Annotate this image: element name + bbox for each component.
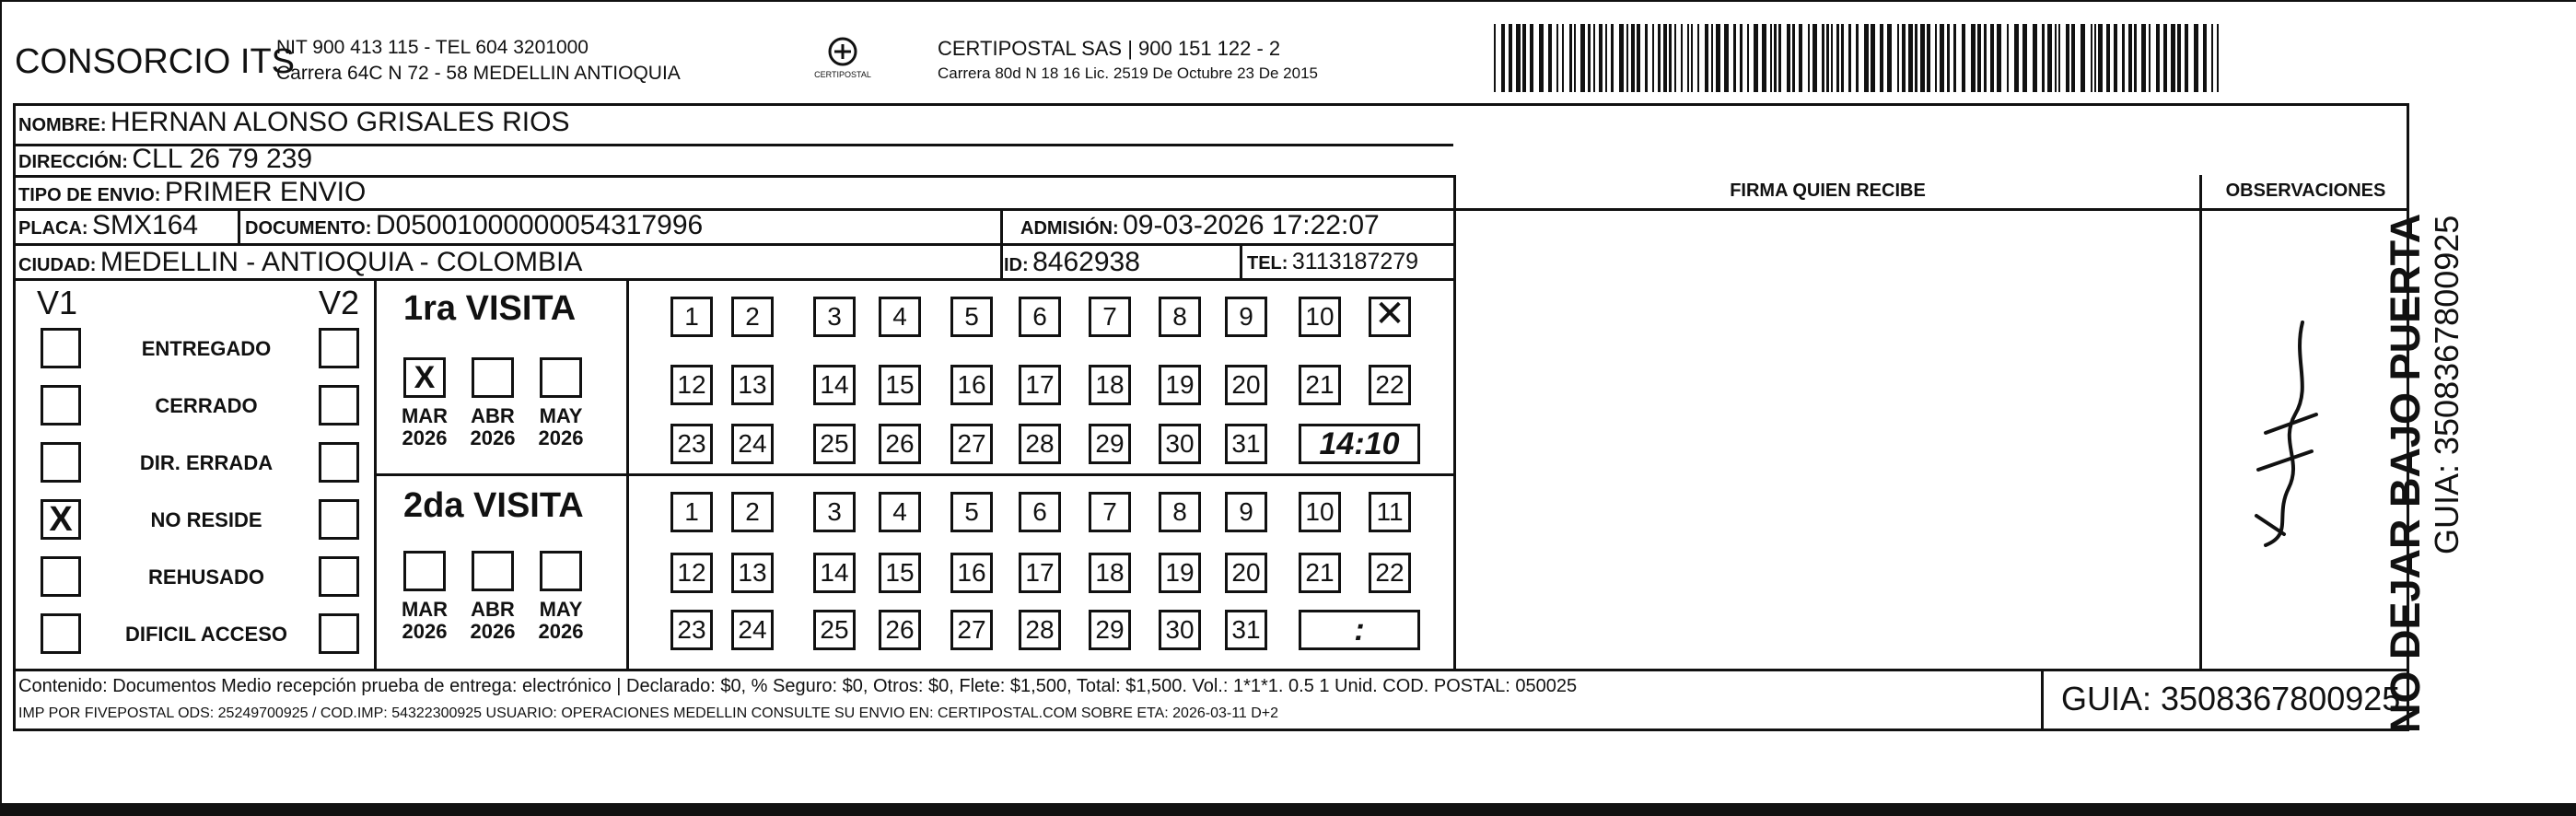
status-label: CERRADO [155, 394, 258, 417]
month-checkbox[interactable] [403, 551, 446, 591]
barcode-bar [1674, 24, 1676, 92]
v1-checkbox[interactable]: X [41, 499, 81, 540]
v1-checkbox[interactable] [41, 613, 81, 654]
admision-value: 09-03-2026 17:22:07 [1123, 210, 1380, 240]
barcode-bar [1947, 24, 1950, 92]
barcode-bar [2141, 24, 2146, 92]
month-checkbox[interactable] [540, 357, 582, 398]
barcode-bar [2033, 24, 2037, 92]
day-box[interactable]: 9 [1225, 492, 1267, 532]
time-box[interactable]: : [1299, 610, 1420, 650]
barcode-bar [2098, 24, 2103, 92]
barcode-bar [2071, 24, 2075, 92]
month-checkbox[interactable] [472, 357, 514, 398]
day-box[interactable]: 10 [1299, 492, 1341, 532]
month-name: ABR [471, 598, 515, 621]
v1-checkbox[interactable] [41, 442, 81, 483]
barcode-bar [2194, 24, 2198, 92]
day-box[interactable]: 27 [950, 424, 993, 464]
barcode-bar [1509, 24, 1512, 92]
ciudad-row [18, 247, 582, 278]
day-box[interactable]: 13 [731, 553, 774, 593]
placa-label: PLACA: [18, 218, 88, 239]
ciudad-value: MEDELLIN - ANTIOQUIA - COLOMBIA [99, 247, 583, 277]
first-visit-title: 1ra VISITA [403, 289, 577, 328]
barcode-bar [1611, 24, 1614, 92]
barcode-bar [1897, 24, 1899, 92]
v2-checkbox[interactable] [319, 442, 359, 483]
day-box[interactable]: 5 [950, 492, 993, 532]
month-name: MAY [539, 598, 583, 621]
day-box[interactable]: 7 [1089, 297, 1131, 337]
direccion-label: DIRECCIÓN: [18, 152, 128, 172]
day-box[interactable]: 14 [813, 553, 856, 593]
barcode-bar [1711, 24, 1713, 92]
barcode-bar [1637, 24, 1640, 92]
day-box[interactable]: 22 [1369, 365, 1411, 405]
barcode-bar [2203, 24, 2207, 92]
barcode-bar [1733, 24, 1736, 92]
direccion-value: CLL 26 79 239 [132, 144, 313, 174]
day-box[interactable]: 1 [670, 297, 713, 337]
day-box[interactable]: 14 [813, 365, 856, 405]
status-label: DIFICIL ACCESO [124, 623, 287, 646]
top-edge [0, 0, 2576, 2]
v2-checkbox[interactable] [319, 385, 359, 425]
barcode-bar [2217, 24, 2219, 92]
documento-value: D05001000000054317996 [375, 210, 704, 240]
col-divider [2199, 175, 2202, 669]
barcode-bar [1626, 24, 1628, 92]
barcode-bar [2128, 24, 2132, 92]
barcode-bar [1681, 24, 1683, 92]
barcode-bar [2042, 24, 2045, 92]
month-year: 2026 [538, 620, 584, 643]
day-box[interactable]: 28 [1019, 424, 1061, 464]
barcode-bar [1953, 24, 1956, 92]
barcode-bar [2114, 24, 2117, 92]
barcode-bar [1902, 24, 1906, 92]
status-label: DIR. ERRADA [139, 451, 274, 474]
day-box[interactable]: 15 [879, 365, 921, 405]
barcode-bar [1697, 24, 1699, 92]
v2-checkbox[interactable] [319, 499, 359, 540]
barcode-icon [1494, 24, 2229, 92]
company-address: Carrera 64C N 72 - 58 MEDELLIN ANTIOQUIA [276, 63, 681, 84]
v1-checkbox[interactable] [41, 328, 81, 368]
barcode-bar [1935, 24, 1937, 92]
side-warning: NO DEJAR BAJO PUERTA [2382, 213, 2429, 733]
barcode-bar [1880, 24, 1883, 92]
day-box[interactable]: 23 [670, 610, 713, 650]
day-box[interactable]: 6 [1019, 492, 1061, 532]
barcode-bar [1915, 24, 1917, 92]
day-box[interactable]: 25 [813, 610, 856, 650]
day-box[interactable]: 10 [1299, 297, 1341, 337]
barcode-bar [1792, 24, 1795, 92]
barcode-bar [2022, 24, 2027, 92]
row-divider [13, 243, 1453, 246]
company-nit: NIT 900 413 115 - TEL 604 3201000 [276, 37, 589, 58]
documento-label: DOCUMENTO: [245, 218, 372, 239]
barcode-bar [1548, 24, 1552, 92]
barcode-bar [1574, 24, 1576, 92]
month-checkbox[interactable] [540, 551, 582, 591]
barcode-bar [2149, 24, 2151, 92]
row-divider [13, 278, 1453, 281]
bottom-edge [0, 803, 2576, 816]
barcode-bar [1539, 24, 1544, 92]
barcode-bar [1516, 24, 1521, 92]
day-box[interactable]: 17 [1019, 365, 1061, 405]
barcode-bar [1808, 24, 1810, 92]
tipo-row [18, 177, 366, 208]
barcode-bar [1687, 24, 1689, 92]
col-divider [1453, 175, 1456, 669]
barcode-bar [1787, 24, 1790, 92]
day-box[interactable]: 4 [879, 492, 921, 532]
barcode-bar [1770, 24, 1772, 92]
month-checkbox[interactable] [472, 551, 514, 591]
barcode-bar [1813, 24, 1817, 92]
barcode-bar [2091, 24, 2092, 92]
day-box[interactable]: 11 [1369, 492, 1411, 532]
barcode-bar [2055, 24, 2057, 92]
day-box[interactable]: 31 [1225, 610, 1267, 650]
month-year: 2026 [470, 620, 516, 643]
barcode-bar [1977, 24, 1981, 92]
signature [2238, 304, 2339, 553]
company-name: CONSORCIO ITS [15, 42, 296, 81]
barcode-bar [1778, 24, 1781, 92]
barcode-bar [1962, 24, 1965, 92]
side-guia: GUIA: 3508367800925 [2428, 215, 2465, 554]
day-box[interactable]: 21 [1299, 365, 1341, 405]
barcode-bar [1747, 24, 1749, 92]
barcode [1494, 24, 2229, 92]
barcode-bar [2122, 24, 2125, 92]
day-box[interactable]: 23 [670, 424, 713, 464]
ciudad-label: CIUDAD: [18, 255, 97, 275]
barcode-bar [1556, 24, 1558, 92]
barcode-bar [1762, 24, 1766, 92]
day-box[interactable]: 29 [1089, 610, 1131, 650]
col-divider [1240, 243, 1242, 278]
barcode-bar [1856, 24, 1859, 92]
barcode-bar [1927, 24, 1930, 92]
barcode-bar [1588, 24, 1591, 92]
barcode-bar [1645, 24, 1648, 92]
carrier-name: CERTIPOSTAL SAS | 900 151 122 - 2 [938, 37, 1281, 60]
barcode-bar [1908, 24, 1913, 92]
footer-contenido: Contenido: Documentos Medio recepción prueba de entrega: electrónico | Declarado: $0, % Seguro: $0, Otros: $0, Flete: $1,500, Total: $1,500. Vol.: 1*1*1. 0.5 1 Unid. COD. POSTAL: 050025 [18, 676, 1578, 696]
barcode-bar [1716, 24, 1720, 92]
barcode-bar [2007, 24, 2009, 92]
barcode-bar [1593, 24, 1595, 92]
barcode-bar [1774, 24, 1777, 92]
footer-imp: IMP POR FIVEPOSTAL ODS: 25249700925 / COD.IMP: 54322300925 USUARIO: OPERACIONES MEDELLIN CONSULTE SU ENVIO EN: CERTIPOSTAL.COM SOBRE ETA: 2026-03-11 D+2 [18, 705, 1279, 721]
col-divider [2041, 669, 2044, 731]
barcode-bar [1522, 24, 1526, 92]
barcode-bar [1569, 24, 1572, 92]
barcode-bar [2156, 24, 2160, 92]
barcode-bar [1599, 24, 1603, 92]
barcode-bar [1580, 24, 1585, 92]
status-label: ENTREGADO [141, 337, 272, 360]
nombre-row [18, 107, 569, 138]
nombre-value: HERNAN ALONSO GRISALES RIOS [111, 107, 570, 137]
tel-label: TEL: [1247, 253, 1288, 274]
carrier-address: Carrera 80d N 18 16 Lic. 2519 De Octubre 23 De 2015 [938, 64, 1318, 82]
status-label: NO RESIDE [150, 508, 262, 531]
barcode-bar [2014, 24, 2019, 92]
day-box[interactable]: 20 [1225, 365, 1267, 405]
day-box[interactable]: 3 [813, 297, 856, 337]
certipostal-logo-icon [810, 33, 875, 88]
day-box[interactable]: 6 [1019, 297, 1061, 337]
barcode-bar [1971, 24, 1976, 92]
documento-row [245, 210, 703, 241]
barcode-bar [1619, 24, 1624, 92]
day-box[interactable]: 21 [1299, 553, 1341, 593]
admision-row [1020, 210, 1380, 241]
tel-value: 3113187279 [1291, 249, 1419, 274]
day-box[interactable] [1369, 294, 1411, 337]
day-box[interactable]: 2 [731, 297, 774, 337]
day-box[interactable]: 16 [950, 365, 993, 405]
day-box[interactable]: 7 [1089, 492, 1131, 532]
barcode-bar [1669, 24, 1672, 92]
day-box[interactable]: 9 [1225, 297, 1267, 337]
barcode-bar [1658, 24, 1661, 92]
status-label: REHUSADO [148, 565, 264, 589]
month-year: 2026 [470, 426, 516, 449]
second-visit-title: 2da VISITA [403, 486, 584, 525]
barcode-bar [1494, 24, 1496, 92]
day-box[interactable]: 30 [1159, 424, 1201, 464]
col-divider [238, 208, 240, 243]
day-box[interactable]: 12 [670, 365, 713, 405]
day-box[interactable]: 13 [731, 365, 774, 405]
barcode-bar [1724, 24, 1729, 92]
barcode-bar [1864, 24, 1869, 92]
barcode-bar [2171, 24, 2175, 92]
certipostal-logo [810, 33, 875, 88]
day-box[interactable]: 24 [731, 424, 774, 464]
barcode-bar [2134, 24, 2137, 92]
month-name: MAR [401, 404, 449, 427]
day-box[interactable]: 27 [950, 610, 993, 650]
barcode-bar [1887, 24, 1892, 92]
day-box[interactable]: 3 [813, 492, 856, 532]
id-label: ID: [1004, 255, 1029, 275]
barcode-bar [1841, 24, 1844, 92]
direccion-row [18, 144, 312, 175]
barcode-bar [1990, 24, 1994, 92]
tel-row [1247, 249, 1418, 275]
day-box[interactable]: 18 [1089, 553, 1131, 593]
day-box[interactable]: 28 [1019, 610, 1061, 650]
barcode-bar [1605, 24, 1607, 92]
day-box[interactable]: 20 [1225, 553, 1267, 593]
barcode-bar [1997, 24, 2001, 92]
barcode-bar [1652, 24, 1654, 92]
barcode-bar [2163, 24, 2167, 92]
barcode-bar [1705, 24, 1708, 92]
day-box[interactable]: 15 [879, 553, 921, 593]
day-box[interactable]: 1 [670, 492, 713, 532]
day-box[interactable]: 8 [1159, 297, 1201, 337]
left-edge [0, 0, 2, 803]
barcode-bar [1822, 24, 1824, 92]
barcode-bar [1920, 24, 1925, 92]
barcode-bar [1740, 24, 1743, 92]
month-year: 2026 [538, 426, 584, 449]
barcode-bar [2106, 24, 2110, 92]
v2-checkbox[interactable] [319, 613, 359, 654]
barcode-bar [1871, 24, 1875, 92]
tipo-label: TIPO DE ENVIO: [18, 185, 161, 205]
month-year: 2026 [402, 620, 448, 643]
barcode-bar [1940, 24, 1944, 92]
nombre-label: NOMBRE: [18, 115, 107, 135]
day-box[interactable]: 18 [1089, 365, 1131, 405]
barcode-bar [2211, 24, 2213, 92]
day-box[interactable]: 24 [731, 610, 774, 650]
barcode-bar [1848, 24, 1851, 92]
barcode-bar [1562, 24, 1564, 92]
day-box[interactable]: 12 [670, 553, 713, 593]
month-name: MAY [539, 404, 583, 427]
day-box[interactable]: 22 [1369, 553, 1411, 593]
month-name: ABR [471, 404, 515, 427]
v1-label: V1 [37, 284, 78, 321]
barcode-bar [1799, 24, 1802, 92]
day-box[interactable]: 4 [879, 297, 921, 337]
v2-label: V2 [319, 284, 360, 321]
day-cross-mark: ✕ [1374, 294, 1405, 334]
observaciones-header: OBSERVACIONES [2225, 181, 2386, 201]
id-row [1004, 247, 1140, 278]
day-box[interactable]: 17 [1019, 553, 1061, 593]
day-box[interactable]: 26 [879, 424, 921, 464]
id-value: 8462938 [1032, 247, 1140, 277]
v2-checkbox[interactable] [319, 556, 359, 597]
barcode-bar [1530, 24, 1533, 92]
day-box[interactable]: 25 [813, 424, 856, 464]
barcode-bar [1826, 24, 1829, 92]
barcode-bar [2047, 24, 2052, 92]
col-divider [1000, 208, 1003, 278]
barcode-bar [1663, 24, 1667, 92]
month-name: MAR [401, 598, 449, 621]
barcode-bar [1754, 24, 1758, 92]
v1-checkbox[interactable] [41, 556, 81, 597]
day-box[interactable]: 16 [950, 553, 993, 593]
barcode-bar [2081, 24, 2085, 92]
day-box[interactable]: 31 [1225, 424, 1267, 464]
day-box[interactable]: 19 [1159, 365, 1201, 405]
barcode-bar [1631, 24, 1635, 92]
footer-guia: GUIA: 3508367800925 [2061, 680, 2401, 717]
tipo-value: PRIMER ENVIO [164, 177, 367, 207]
barcode-bar [1691, 24, 1693, 92]
day-box[interactable]: 19 [1159, 553, 1201, 593]
day-box[interactable]: 8 [1159, 492, 1201, 532]
barcode-bar [1984, 24, 1987, 92]
visit-divider [374, 473, 1453, 476]
signature-scribble-icon [2238, 304, 2339, 553]
v1-checkbox[interactable] [41, 385, 81, 425]
month-checkbox[interactable]: X [403, 357, 446, 398]
logo-text: CERTIPOSTAL [814, 70, 871, 79]
v2-checkbox[interactable] [319, 328, 359, 368]
time-box[interactable]: 14:10 [1299, 424, 1420, 464]
barcode-bar [1831, 24, 1833, 92]
admision-label: ADMISIÓN: [1020, 218, 1119, 239]
barcode-bar [1836, 24, 1839, 92]
barcode-bar [2094, 24, 2096, 92]
barcode-bar [1501, 24, 1505, 92]
placa-row [18, 210, 198, 241]
firma-header: FIRMA QUIEN RECIBE [1730, 181, 1926, 201]
placa-value: SMX164 [92, 210, 199, 240]
day-box[interactable]: 29 [1089, 424, 1131, 464]
barcode-bar [2066, 24, 2069, 92]
day-box[interactable]: 26 [879, 610, 921, 650]
barcode-bar [2185, 24, 2188, 92]
barcode-bar [2177, 24, 2181, 92]
day-box[interactable]: 5 [950, 297, 993, 337]
barcode-bar [2058, 24, 2060, 92]
day-box[interactable]: 2 [731, 492, 774, 532]
day-box[interactable]: 30 [1159, 610, 1201, 650]
row-divider [13, 669, 2409, 671]
month-year: 2026 [402, 426, 448, 449]
